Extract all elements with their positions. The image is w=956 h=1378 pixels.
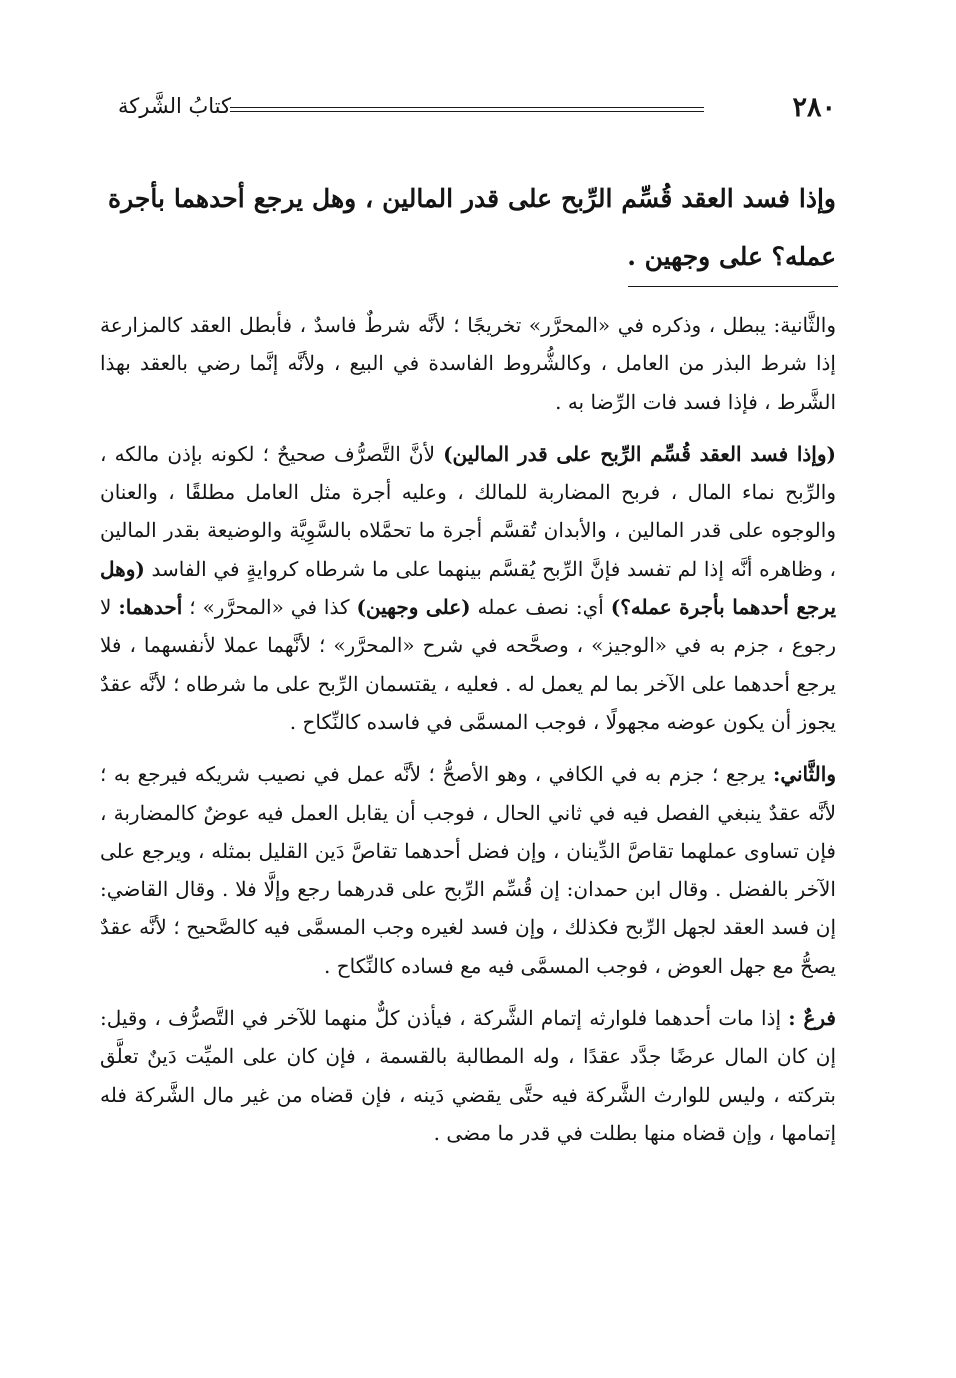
bold-term: والثَّاني:	[772, 762, 836, 787]
commentary-text: أي: نصف عمله	[470, 595, 611, 620]
commentary-paragraph-1: والثَّانية: يبطل ، وذكره في «المحرَّر» تخريجًا ؛ لأنَّه شرطٌ فاسدٌ ، فأبطل العقد كالمزارعة إذا شرط البذر من العامل ، وكالشُّروط الفاسدة في البيع ، ولأنَّه إنَّما رضي بالعقد بهذا الشَّرط ، فإذا فسد فات الرِّضا به .	[100, 313, 836, 414]
bold-term: فرعٌ :	[788, 1006, 836, 1031]
commentary-text: كذا في «المحرَّر» ؛	[182, 595, 357, 620]
commentary-text: إذا مات أحدهما فلوارثه إتمام الشَّركة ، فيأذن كلٌّ منهما للآخر في التَّصرُّف ، وقيل: إن كان المال عرضًا جدَّد عقدًا ، وله المطالبة بالقسمة ، فإن كان على الميِّت دَينٌ تعلَّق بتركته ، وليس للوارث الشَّركة فيه حتَّى يقضي دَينه ، فإن قضاه من غير مال الشَّركة فله إتمامها ، وإن قضاه منها بطلت في قدر ما مضى .	[100, 1006, 836, 1145]
header-rule-top	[230, 107, 704, 108]
commentary-paragraph-2	[100, 435, 836, 741]
quoted-matn: (وهل يرجع أحدهما بأجرة عمله؟)	[100, 556, 837, 620]
page-header	[118, 92, 836, 128]
footnote-separator	[628, 286, 838, 287]
commentary-paragraph-3	[100, 755, 836, 985]
commentary-paragraph-4	[100, 999, 836, 1152]
book-title: كتابُ الشَّركة	[118, 94, 231, 118]
quoted-matn: (على وجهين)	[356, 595, 471, 620]
header-rule-bottom	[230, 111, 704, 112]
commentary-text: لأنَّ التَّصرُّف صحيحٌ ؛ لكونه بإذن مالكه ، والرِّبح نماء المال ، فربح المضاربة للمالك ، وعليه أجرة مثل العامل مطلقًا ، والعنان والوجوه على قدر المالين ، والأبدان تُقسَّم أجرة ما تحمَّلاه بالسَّوِيَّة والوضيعة بقدر المالين ، وظاهره أنَّه إذا لم تفسد فإنَّ الرِّبح يُقسَّم بينهما على ما شرطاه كروايةٍ في الفاسد	[100, 441, 836, 581]
commentary-text: لا رجوع ، جزم به في «الوجيز» ، وصحَّحه في شرح «المحرَّر» ؛ لأنَّهما عملا لأنفسهما ، فلا يرجع أحدهما على الآخر بما لم يعمل له . فعليه ، يقتسمان الرِّبح على ما شرطاه ؛ لأنَّه عقدٌ يجوز أن يكون عوضه مجهولًا ، فوجب المسمَّى في فاسده كالنِّكاح .	[100, 595, 836, 734]
quoted-matn: (وإذا فسد العقد قُسِّم الرِّبح على قدر المالين)	[443, 441, 836, 466]
commentary-text: يرجع ؛ جزم به في الكافي ، وهو الأصحُّ ؛ لأنَّه عمل في نصيب شريكه فيرجع به ؛ لأنَّه عقدٌ ينبغي الفصل فيه في ثاني الحال ، فوجب أن يقابل العمل فيه عوضٌ كالمضاربة ، فإن تساوى عملهما تقاصَّ الدِّينان ، وإن فضل أحدهما تقاصَّ دَين القليل بمثله ، ويرجع على الآخر بالفضل . وقال ابن حمدان: إن قُسِّم الرِّبح على قدرهما رجع وإلَّا فلا . وقال القاضي: إن فسد العقد لجهل الرِّبح فكذلك ، وإن فسد لغيره وجب المسمَّى فيه كالصَّحيح ؛ لأنَّه عقدٌ يصحُّ مع جهل العوض ، فوجب المسمَّى فيه مع فساده كالنِّكاح .	[100, 762, 836, 978]
page-number: ٢٨٠	[792, 92, 836, 123]
commentary	[100, 306, 836, 1166]
matn-text: وإذا فسد العقد قُسِّم الرِّبح على قدر المالين ، وهل يرجع أحدهما بأجرة عمله؟ على وجهين .	[108, 184, 836, 271]
bold-term: أحدهما:	[118, 595, 183, 620]
